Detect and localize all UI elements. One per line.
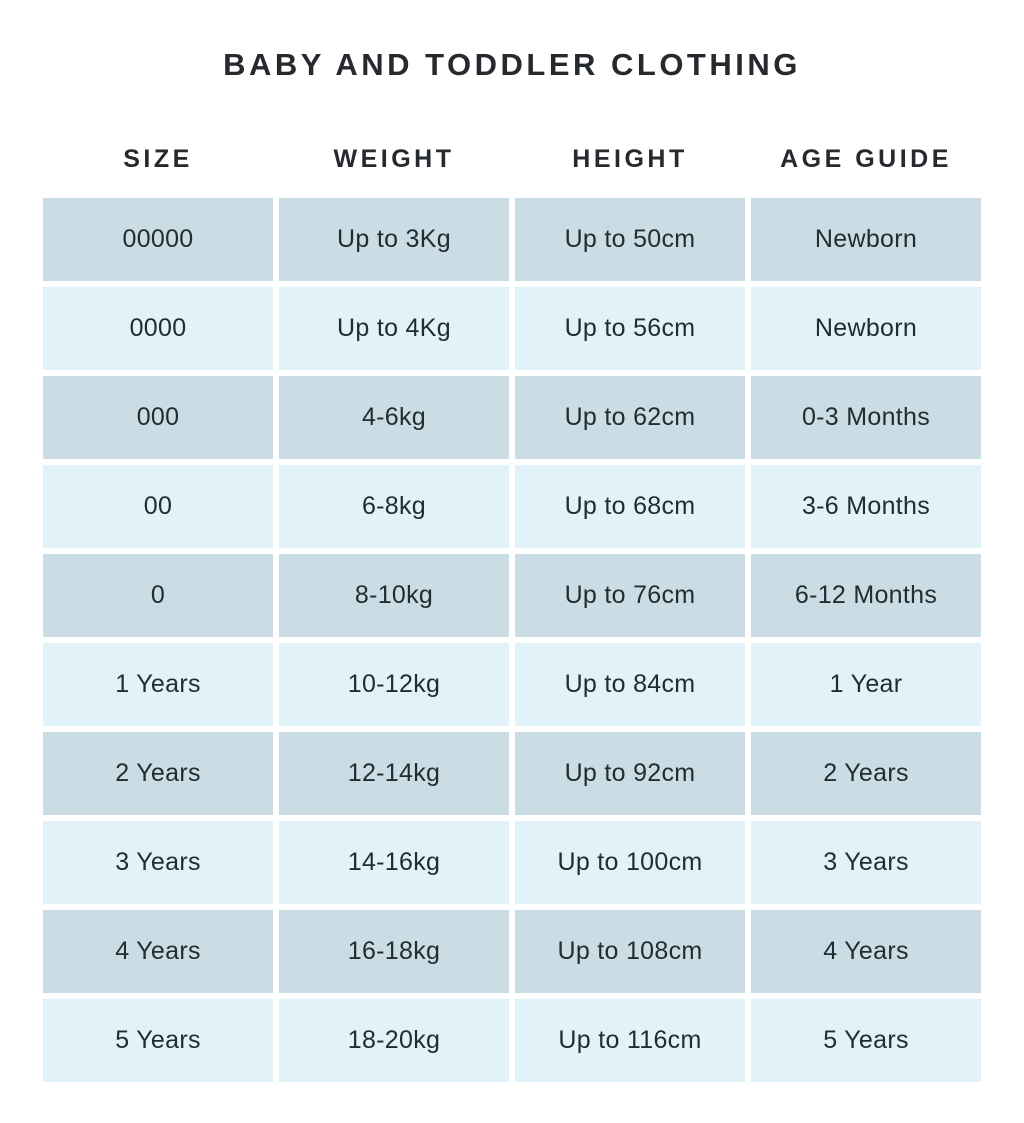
table-cell: Up to 84cm — [515, 643, 745, 726]
table-cell: Up to 116cm — [515, 999, 745, 1082]
table-cell: Up to 92cm — [515, 732, 745, 815]
table-cell: Up to 108cm — [515, 910, 745, 993]
column-header-age-guide: AGE GUIDE — [780, 145, 952, 173]
column-header-weight: WEIGHT — [333, 145, 455, 173]
table-cell: 3 Years — [43, 821, 273, 904]
table-header-row — [43, 145, 981, 174]
table-cell: 0-3 Months — [751, 376, 981, 459]
table-cell: Up to 50cm — [515, 198, 745, 281]
table-row — [43, 910, 981, 993]
table-cell: Up to 56cm — [515, 287, 745, 370]
table-cell: 6-12 Months — [751, 554, 981, 637]
table-cell: 4 Years — [751, 910, 981, 993]
table-cell: 3 Years — [751, 821, 981, 904]
table-cell: 4-6kg — [279, 376, 509, 459]
table-row — [43, 376, 981, 459]
table-row — [43, 732, 981, 815]
table-cell: 1 Years — [43, 643, 273, 726]
table-cell: 0000 — [43, 287, 273, 370]
table-cell: 00 — [43, 465, 273, 548]
table-cell: 6-8kg — [279, 465, 509, 548]
table-cell: 4 Years — [43, 910, 273, 993]
table-row — [43, 287, 981, 370]
table-cell: 14-16kg — [279, 821, 509, 904]
table-row — [43, 999, 981, 1082]
table-cell: 00000 — [43, 198, 273, 281]
table-cell: Up to 76cm — [515, 554, 745, 637]
table-row — [43, 643, 981, 726]
size-chart-table — [43, 145, 981, 1082]
table-cell: 000 — [43, 376, 273, 459]
page-title: BABY AND TODDLER CLOTHING — [223, 47, 801, 82]
table-cell: 16-18kg — [279, 910, 509, 993]
table-cell: Up to 62cm — [515, 376, 745, 459]
table-cell: 0 — [43, 554, 273, 637]
table-cell: 2 Years — [43, 732, 273, 815]
table-cell: Newborn — [751, 287, 981, 370]
table-row — [43, 465, 981, 548]
column-header-height: HEIGHT — [572, 145, 688, 173]
table-cell: Up to 4Kg — [279, 287, 509, 370]
table-cell: 3-6 Months — [751, 465, 981, 548]
table-cell: Up to 3Kg — [279, 198, 509, 281]
table-cell: Up to 68cm — [515, 465, 745, 548]
table-cell: 12-14kg — [279, 732, 509, 815]
column-header-size: SIZE — [123, 145, 193, 173]
table-body — [43, 198, 981, 1082]
table-row — [43, 554, 981, 637]
table-row — [43, 821, 981, 904]
table-cell: 8-10kg — [279, 554, 509, 637]
table-cell: 10-12kg — [279, 643, 509, 726]
table-row — [43, 198, 981, 281]
table-cell: Newborn — [751, 198, 981, 281]
table-cell: 5 Years — [43, 999, 273, 1082]
table-cell: 5 Years — [751, 999, 981, 1082]
table-cell: 2 Years — [751, 732, 981, 815]
table-cell: Up to 100cm — [515, 821, 745, 904]
table-cell: 18-20kg — [279, 999, 509, 1082]
table-cell: 1 Year — [751, 643, 981, 726]
